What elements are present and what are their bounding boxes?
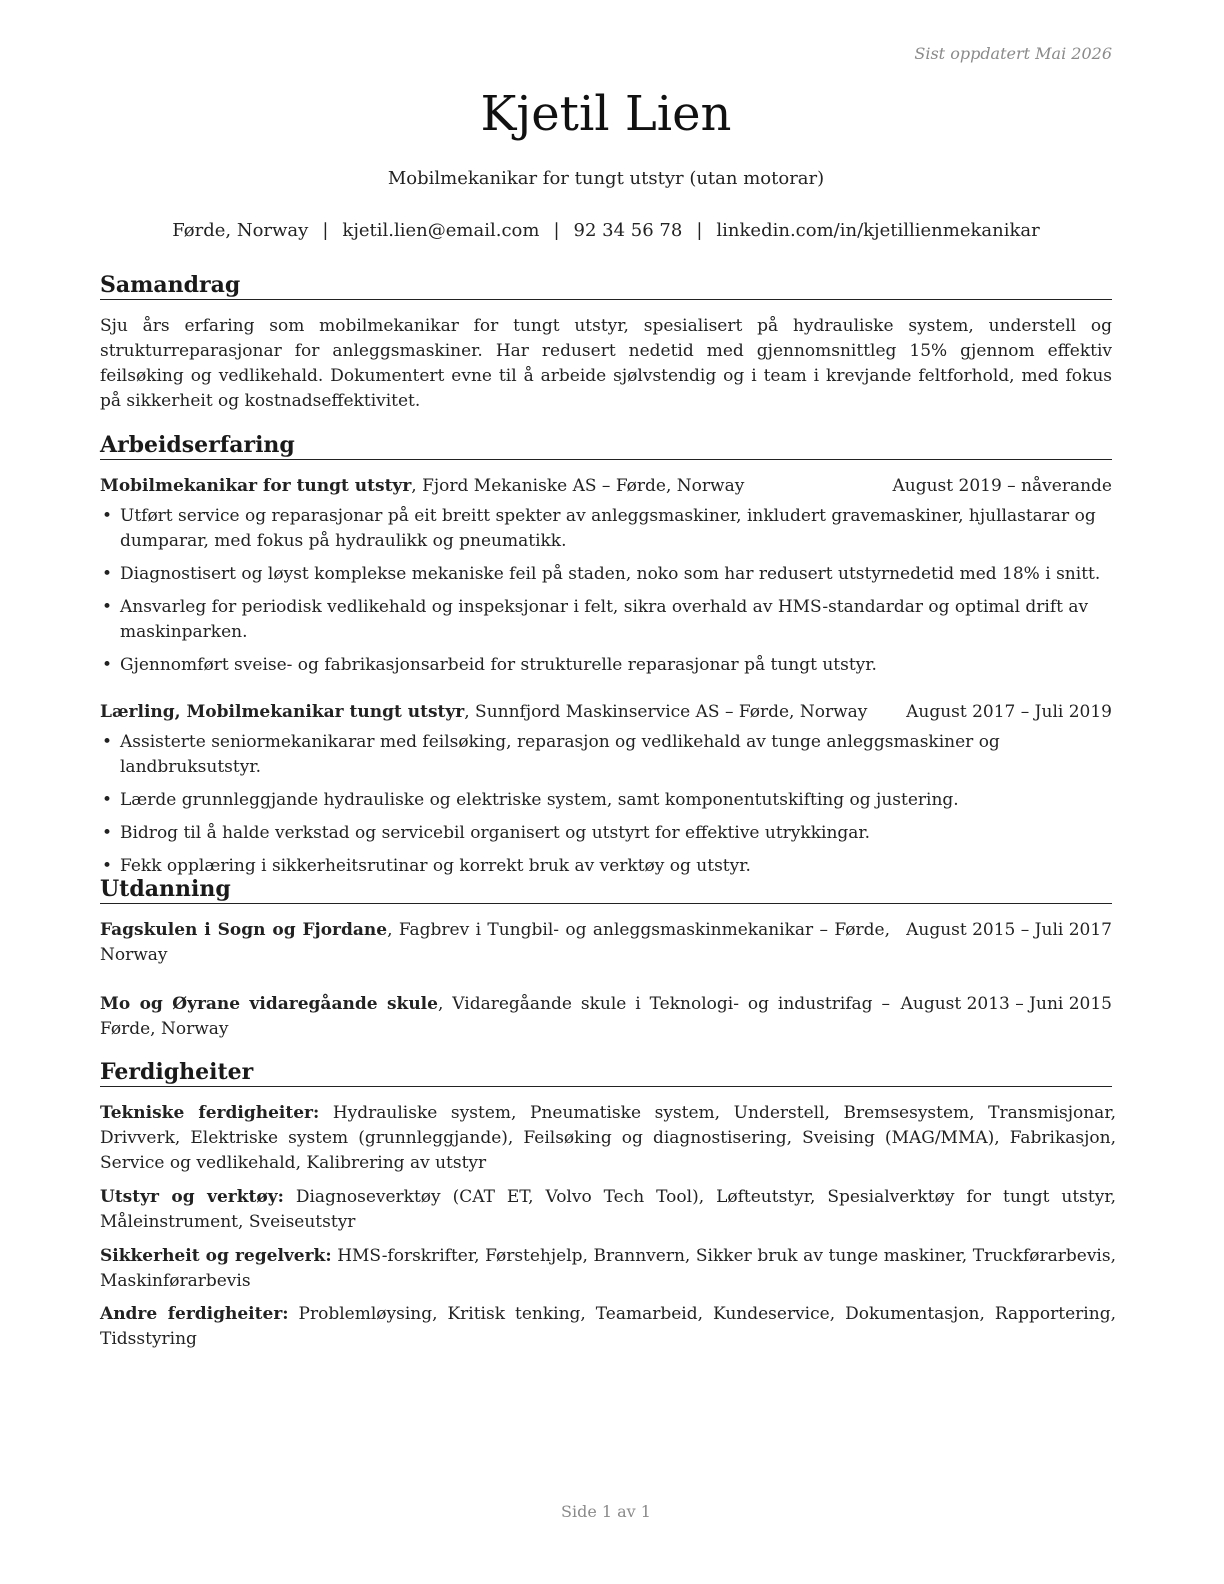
job-dates: August 2017 – Juli 2019	[906, 702, 1112, 722]
contact-phone[interactable]: 92 34 56 78	[573, 220, 683, 241]
contact-linkedin[interactable]: linkedin.com/in/kjetillienmekanikar	[716, 220, 1040, 241]
section-title-summary: Samandrag	[100, 272, 1112, 300]
list-item: • Fekk opplæring i sikkerheitsrutinar og korrekt bruk av verktøy og utstyr.	[100, 854, 1116, 879]
job-role: Lærling, Mobilmekanikar tungt utstyr	[100, 702, 465, 722]
education-text	[100, 918, 890, 968]
job-company: , Fjord Mekaniske AS – Førde, Norway	[411, 476, 745, 496]
education-text	[100, 992, 890, 1042]
education-dates: August 2015 – Juli 2017	[906, 920, 1112, 940]
contact-separator: |	[322, 220, 329, 241]
section-title-education: Utdanning	[100, 876, 1112, 904]
skill-text: Hydrauliske system, Pneumatiske system, Understell, Bremsesystem, Transmisjonar, Drivverk, Elektriske system (grunnleggjande), Feilsøking og diagnostisering, Sveising (MAG/MMA), Fabrikasjon, Service og vedlikehald, Kalibrering av utstyr	[100, 1103, 1116, 1173]
skill-group	[100, 1302, 1116, 1352]
contact-line	[100, 220, 1112, 241]
page-number: Side 1 av 1	[561, 1502, 651, 1521]
education-detail: , Vidaregåande skule i Teknologi- og industrifag – Førde, Norway	[100, 994, 890, 1039]
education-detail: , Fagbrev i Tungbil- og anleggsmaskinmekanikar – Førde, Norway	[100, 920, 890, 965]
job-bullets	[100, 730, 1116, 887]
education-school: Fagskulen i Sogn og Fjordane	[100, 920, 388, 940]
contact-separator: |	[696, 220, 703, 241]
education-item	[100, 992, 1112, 1042]
list-item: • Gjennomført sveise- og fabrikasjonsarbeid for strukturelle reparasjonar på tungt utstyr.	[100, 653, 1112, 678]
job-dates: August 2019 – nåverande	[892, 476, 1112, 496]
skill-group	[100, 1185, 1116, 1235]
education-item	[100, 918, 1112, 968]
education-dates: August 2013 – Juni 2015	[900, 994, 1112, 1014]
education-school: Mo og Øyrane vidaregåande skule	[100, 994, 438, 1014]
job-bullets	[100, 504, 1112, 686]
skill-label: Sikkerheit og regelverk:	[100, 1246, 332, 1266]
list-item: • Utført service og reparasjonar på eit breitt spekter av anleggsmaskiner, inkludert gravemaskiner, hjullastarar og dumparar, med fokus på hydraulikk og pneumatikk.	[100, 504, 1112, 554]
skill-group	[100, 1101, 1116, 1176]
list-item: • Diagnostisert og løyst komplekse mekaniske feil på staden, noko som har redusert utstyrnedetid med 18% i snitt.	[100, 562, 1112, 587]
section-title-skills: Ferdigheiter	[100, 1059, 1112, 1087]
section-title-experience: Arbeidserfaring	[100, 432, 1112, 460]
skill-text: HMS-forskrifter, Førstehjelp, Brannvern, Sikker bruk av tunge maskiner, Truckførarbevis, Maskinførarbevis	[100, 1246, 1116, 1291]
contact-separator: |	[553, 220, 560, 241]
job-company: , Sunnfjord Maskinservice AS – Førde, Norway	[464, 702, 868, 722]
job-header	[100, 700, 1112, 725]
last-updated: Sist oppdatert Mai 2026	[914, 44, 1112, 63]
contact-location: Førde, Norway	[172, 220, 309, 241]
list-item: • Assisterte seniormekanikarar med feilsøking, reparasjon og vedlikehald av tunge anleggsmaskiner og landbruksutstyr.	[100, 730, 1116, 780]
list-item: • Ansvarleg for periodisk vedlikehald og inspeksjonar i felt, sikra overhald av HMS-standardar og optimal drift av maskinparken.	[100, 595, 1112, 645]
candidate-headline: Mobilmekanikar for tungt utstyr (utan motorar)	[387, 168, 825, 189]
candidate-name: Kjetil Lien	[480, 86, 732, 142]
skill-group	[100, 1244, 1116, 1294]
summary-text: Sju års erfaring som mobilmekanikar for tungt utstyr, spesialisert på hydrauliske system, understell og strukturreparasjonar for anleggsmaskiner. Har redusert nedetid med gjennomsnittleg 15% gjennom effektiv feilsøking og vedlikehald. Dokumentert evne til å arbeide sjølvstendig og i team i krevjande feltforhold, med fokus på sikkerheit og kostnadseffektivitet.	[100, 316, 1112, 411]
skill-label: Utstyr og verktøy:	[100, 1187, 284, 1207]
skill-label: Andre ferdigheiter:	[100, 1304, 289, 1324]
job-role: Mobilmekanikar for tungt utstyr	[100, 476, 412, 496]
skill-label: Tekniske ferdigheiter:	[100, 1103, 320, 1123]
list-item: • Bidrog til å halde verkstad og servicebil organisert og utstyrt for effektive utrykkingar.	[100, 821, 1116, 846]
skill-text: Problemløysing, Kritisk tenking, Teamarbeid, Kundeservice, Dokumentasjon, Rapportering, Tidsstyring	[100, 1304, 1116, 1349]
contact-email[interactable]: kjetil.lien@email.com	[342, 220, 540, 241]
skill-text: Diagnoseverktøy (CAT ET, Volvo Tech Tool), Løfteutstyr, Spesialverktøy for tungt utstyr, Måleinstrument, Sveiseutstyr	[100, 1187, 1116, 1232]
list-item: • Lærde grunnleggjande hydrauliske og elektriske system, samt komponentutskifting og justering.	[100, 788, 1116, 813]
job-header	[100, 474, 1112, 499]
